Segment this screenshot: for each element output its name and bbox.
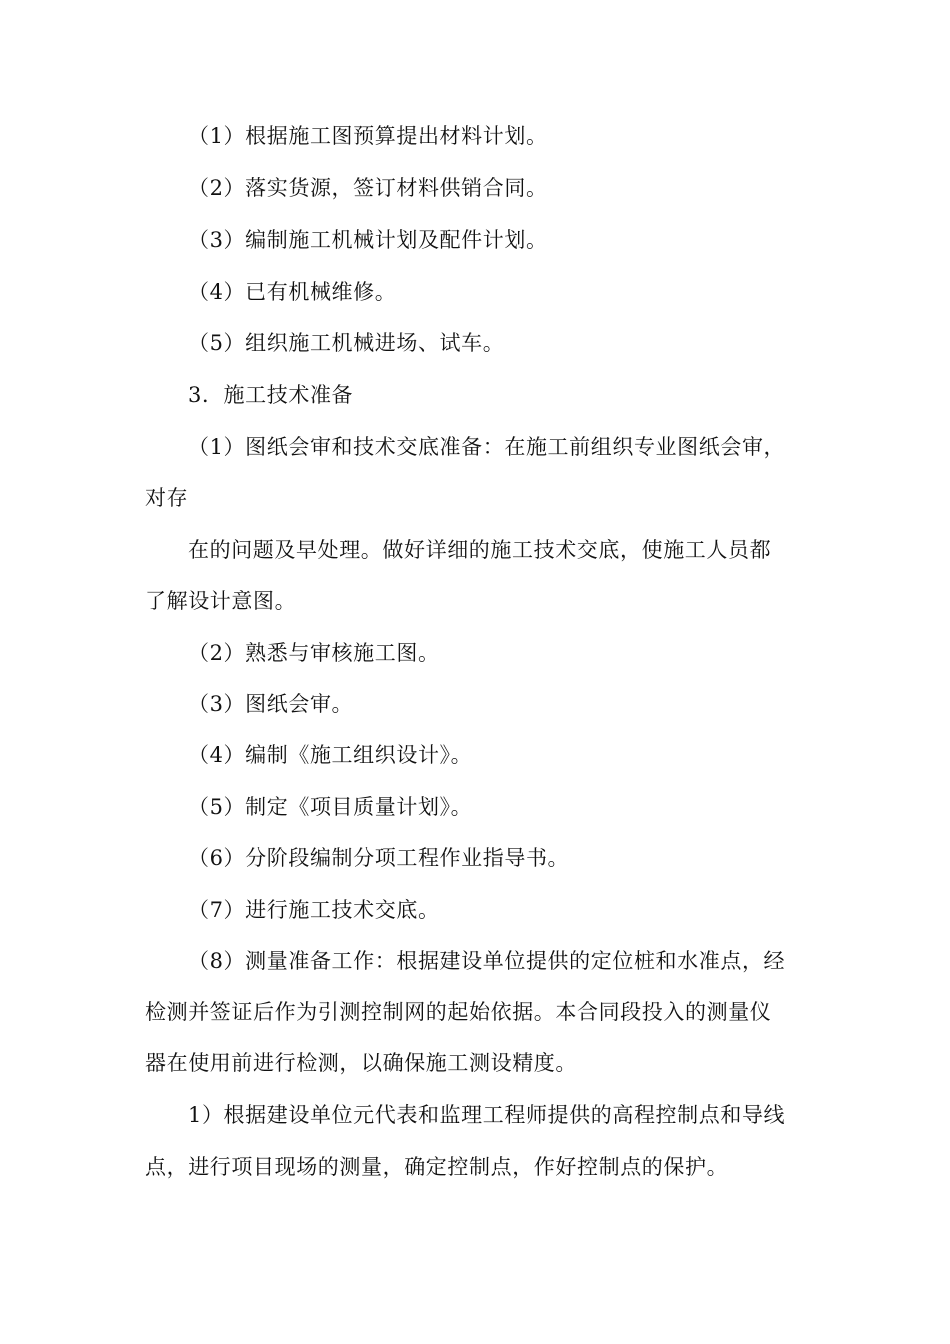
text-line: 对存 bbox=[145, 486, 189, 510]
text-line: （5）制定《项目质量计划》。 bbox=[188, 795, 473, 819]
text-line: （5）组织施工机械进场、试车。 bbox=[188, 331, 505, 355]
text-line: （3）编制施工机械计划及配件计划。 bbox=[188, 228, 548, 252]
text-line: （1）图纸会审和技术交底准备：在施工前组织专业图纸会审， bbox=[188, 435, 786, 459]
text-line: （2）熟悉与审核施工图。 bbox=[188, 641, 440, 665]
text-line: 了解设计意图。 bbox=[145, 589, 297, 613]
text-line: （6）分阶段编制分项工程作业指导书。 bbox=[188, 846, 570, 870]
text-line: （4）编制《施工组织设计》。 bbox=[188, 743, 473, 767]
text-line: 器在使用前进行检测，以确保施工测设精度。 bbox=[145, 1051, 577, 1075]
text-line: 检测并签证后作为引测控制网的起始依据。本合同段投入的测量仪 bbox=[145, 1000, 772, 1024]
text-line: 点，进行项目现场的测量，确定控制点，作好控制点的保护。 bbox=[145, 1155, 729, 1179]
text-line: 1）根据建设单位元代表和监理工程师提供的高程控制点和导线 bbox=[188, 1103, 786, 1127]
text-line: （4）已有机械维修。 bbox=[188, 280, 397, 304]
text-line: （2）落实货源，签订材料供销合同。 bbox=[188, 176, 548, 200]
text-line: 在的问题及早处理。做好详细的施工技术交底，使施工人员都 bbox=[188, 538, 772, 562]
text-line: （1）根据施工图预算提出材料计划。 bbox=[188, 124, 548, 148]
section-heading: 3．施工技术准备 bbox=[188, 383, 354, 407]
text-line: （7）进行施工技术交底。 bbox=[188, 898, 440, 922]
text-line: （8）测量准备工作：根据建设单位提供的定位桩和水准点，经 bbox=[188, 949, 786, 973]
text-line: （3）图纸会审。 bbox=[188, 692, 354, 716]
